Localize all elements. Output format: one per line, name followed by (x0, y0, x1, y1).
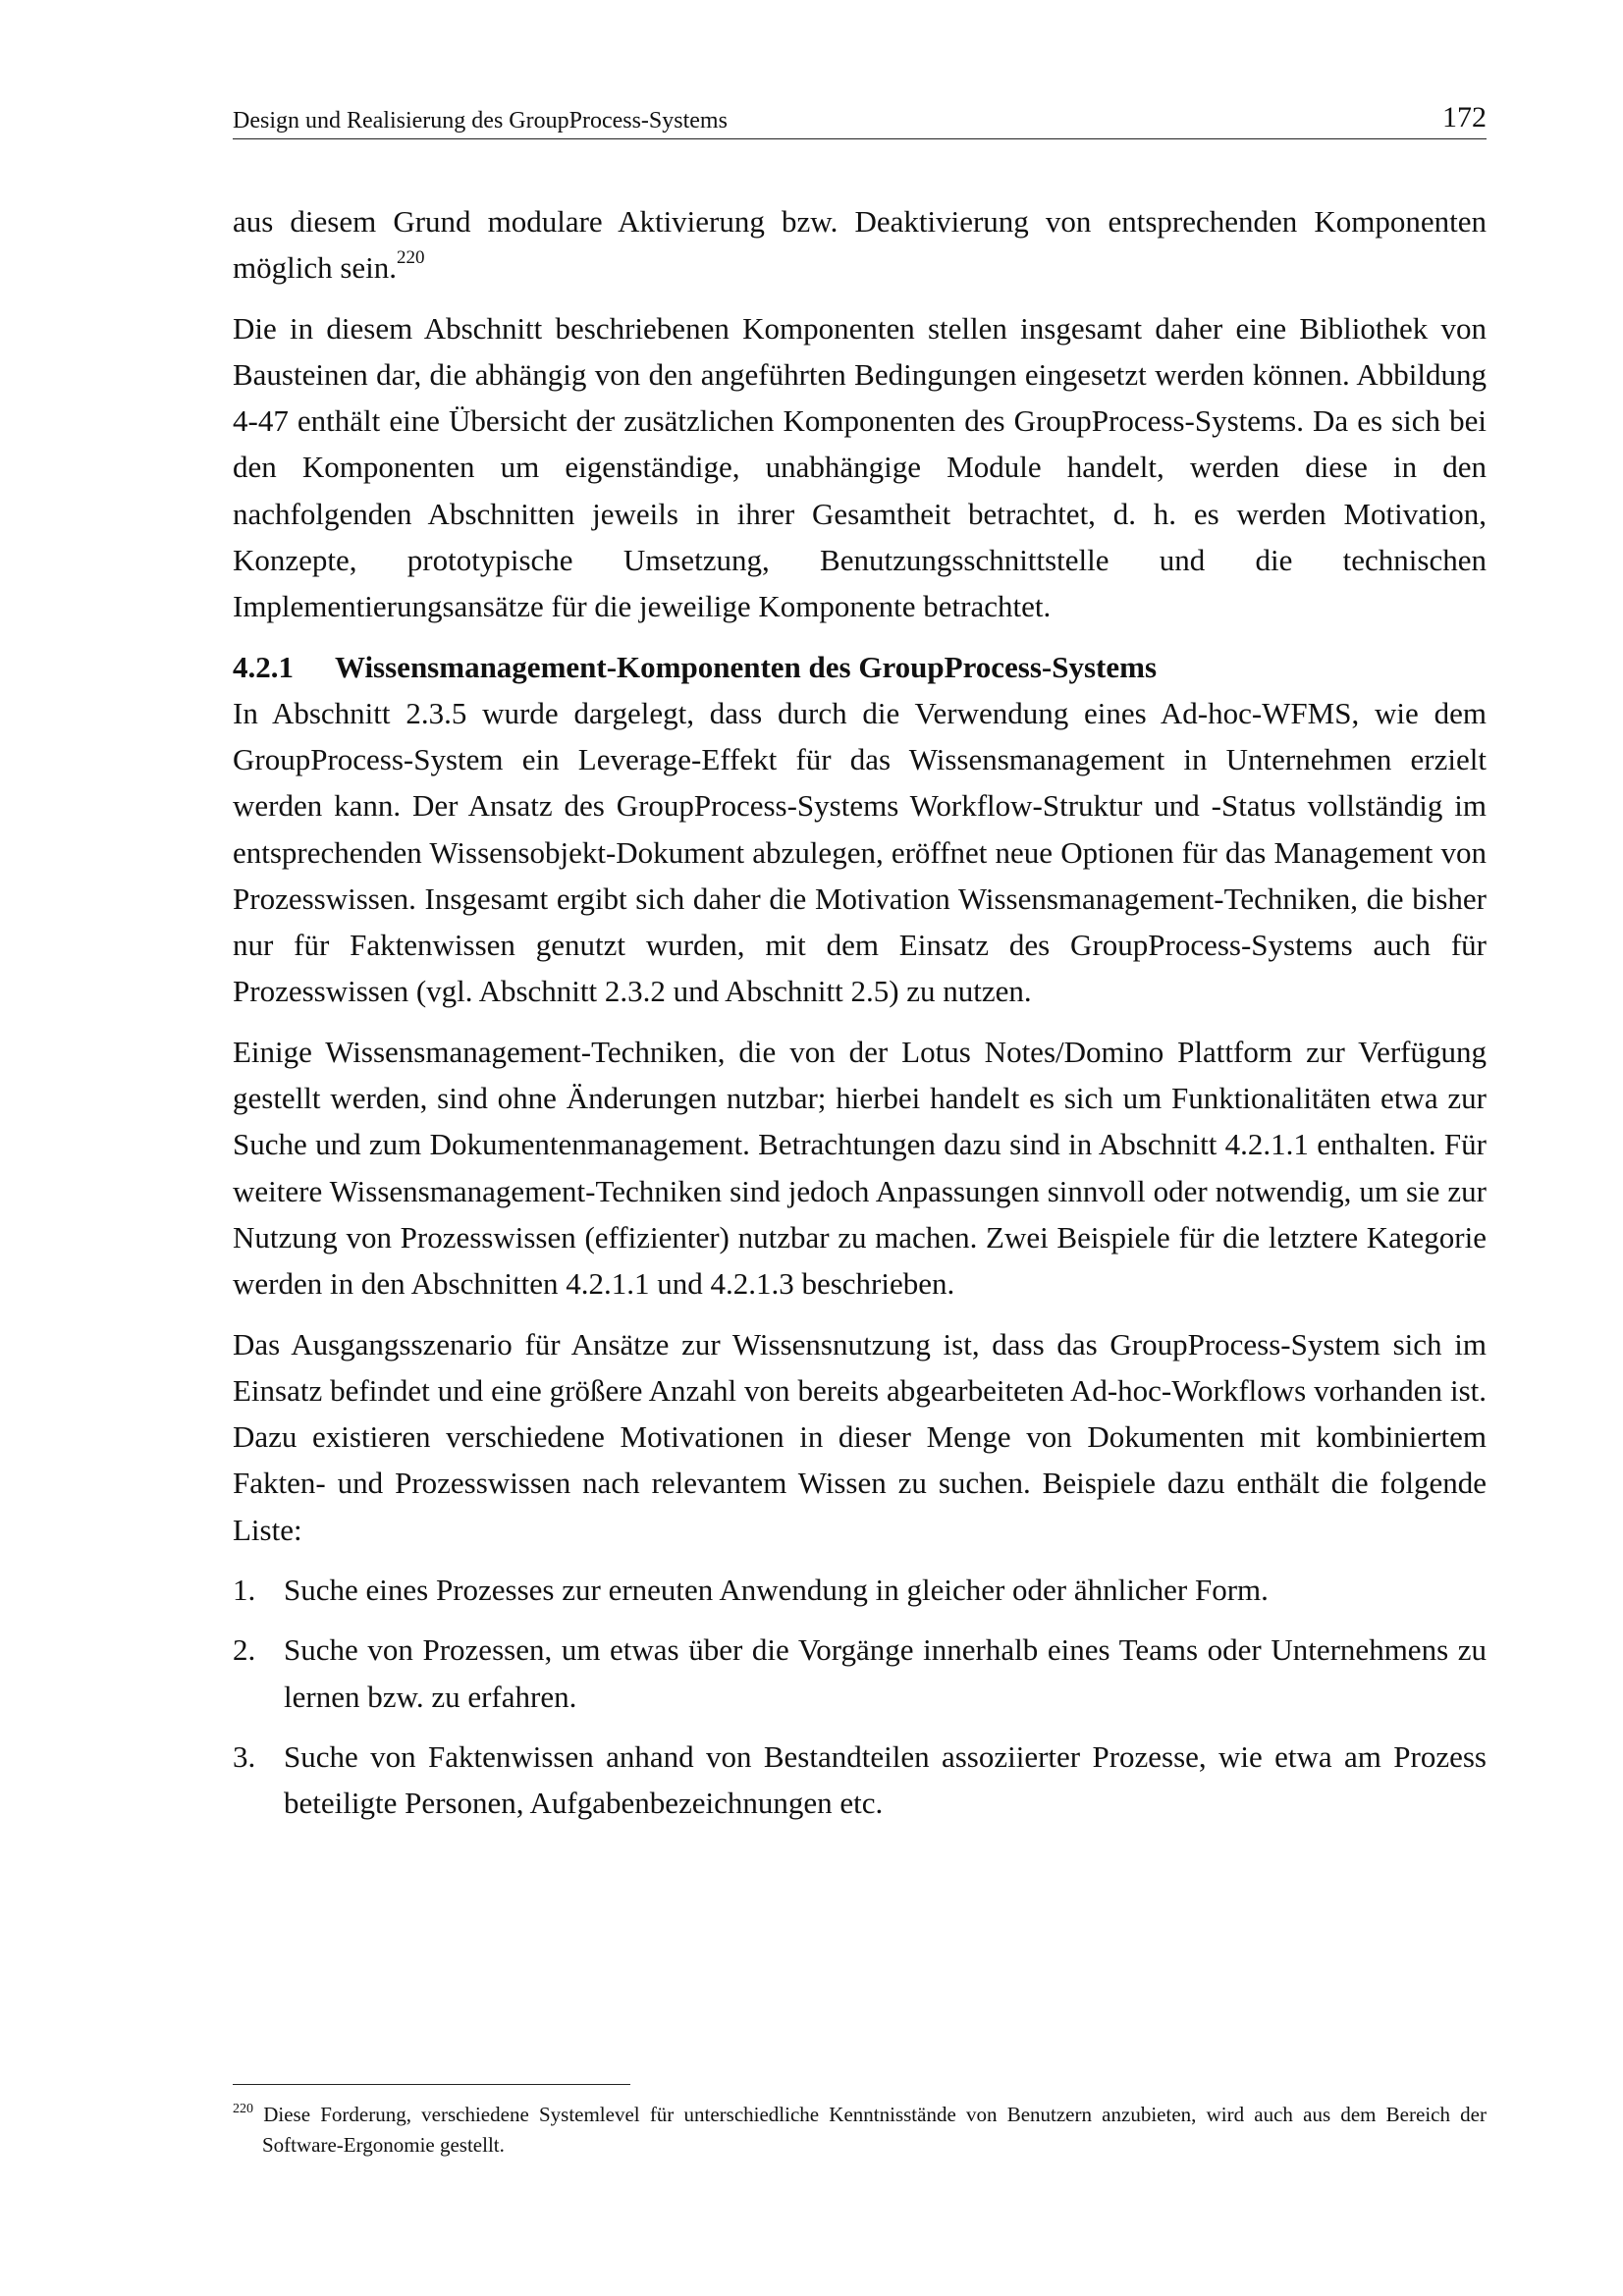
list-item (233, 1734, 1487, 1827)
footnote (233, 2100, 1487, 2161)
list-number: 3. (233, 1738, 256, 1774)
section-number: 4.2.1 (233, 649, 294, 684)
list-number: 1. (233, 1573, 256, 1608)
list-text: Suche von Faktenwissen anhand von Bestandteilen assoziierter Prozesse, wie etwa am Prozess beteiligte Personen, Aufgabenbezeichnungen etc. (284, 1738, 1487, 1821)
page-number: 172 (1442, 101, 1487, 133)
running-header (233, 93, 1487, 139)
paragraph: In Abschnitt 2.3.5 wurde dargelegt, dass durch die Verwendung eines Ad-hoc-WFMS, wie dem GroupProcess-System ein Leverage-Effekt für das Wissensmanagement in Unternehmen erzielt werden kann. Der Ansatz des GroupProcess-Systems Workflow-Struktur und -Status vollständig im entsprechenden Wissensobjekt-Dokument abzulegen, eröffnet neue Optionen für das Management von Prozesswissen. Insgesamt ergibt sich daher die Motivation Wissensmanagement-Techniken, die bisher nur für Faktenwissen genutzt wurden, mit dem Einsatz des GroupProcess-Systems auch für Prozesswissen (vgl. Abschnitt 2.3.2 und Abschnitt 2.5) zu nutzen. (233, 695, 1487, 1009)
list-item (233, 1567, 1487, 1613)
page (233, 93, 1487, 1841)
section-heading (233, 644, 1487, 690)
header-title: Design und Realisierung des GroupProcess-Systems (233, 108, 728, 133)
section-title: Wissensmanagement-Komponenten des GroupProcess-Systems (335, 649, 1158, 684)
list-number: 2. (233, 1632, 256, 1668)
footnote-number: 220 (233, 2102, 253, 2116)
numbered-list (233, 1567, 1487, 1826)
footnote-text: Diese Forderung, verschiedene Systemlevel für unterschiedliche Kenntnisstände von Benutzern anzubieten, wird auch aus dem Bereich der Software-Ergonomie gestellt. (262, 2103, 1487, 2157)
paragraph: Einige Wissensmanagement-Techniken, die von der Lotus Notes/Domino Plattform zur Verfügung gestellt werden, sind ohne Änderungen nutzbar; hierbei handelt es sich um Funktionalitäten etwa zur Suche und zum Dokumentenmanagement. Betrachtungen dazu sind in Abschnitt 4.2.1.1 enthalten. Für weitere Wissensmanagement-Techniken sind jedoch Anpassungen sinnvoll oder notwendig, um sie zur Nutzung von Prozesswissen (effizienter) nutzbar zu machen. Zwei Beispiele für die letztere Kategorie werden in den Abschnitten 4.2.1.1 und 4.2.1.3 beschrieben. (233, 1034, 1487, 1302)
paragraph: Das Ausgangsszenario für Ansätze zur Wissensnutzung ist, dass das GroupProcess-System sich im Einsatz befindet und eine größere Anzahl von bereits abgearbeiteten Ad-hoc-Workflows vorhanden ist. Dazu existieren verschiedene Motivationen in dieser Menge von Dokumenten mit kombiniertem Fakten- und Prozesswissen nach relevantem Wissen zu suchen. Beispiele dazu enthält die folgende Liste: (233, 1326, 1487, 1547)
list-item (233, 1627, 1487, 1720)
footnote-ref[interactable]: 220 (397, 247, 425, 269)
list-text: Suche von Prozessen, um etwas über die Vorgänge innerhalb eines Teams oder Unternehmens zu lernen bzw. zu erfahren. (284, 1632, 1487, 1714)
body-text (233, 198, 1487, 1827)
paragraph: Die in diesem Abschnitt beschriebenen Komponenten stellen insgesamt daher eine Bibliothek von Bausteinen dar, die abhängig von den angeführten Bedingungen eingesetzt werden können. Abbildung 4-47 enthält eine Übersicht der zusätzlichen Komponenten des GroupProcess-Systems. Da es sich bei den Komponenten um eigenständige, unabhängige Module handelt, werden diese in den nachfolgenden Abschnitten jeweils in ihrer Gesamtheit betrachtet, d. h. es werden Motivation, Konzepte, prototypische Umsetzung, Benutzungsschnittstelle und die technischen Implementierungsansätze für die jeweilige Komponente betrachtet. (233, 310, 1487, 624)
list-text: Suche eines Prozesses zur erneuten Anwendung in gleicher oder ähnlicher Form. (284, 1573, 1269, 1608)
paragraph-text: aus diesem Grund modulare Aktivierung bzw. Deaktivierung von entsprechenden Komponenten möglich sein. (233, 204, 1487, 286)
paragraph (233, 198, 1487, 292)
footnote-separator (233, 2084, 630, 2085)
